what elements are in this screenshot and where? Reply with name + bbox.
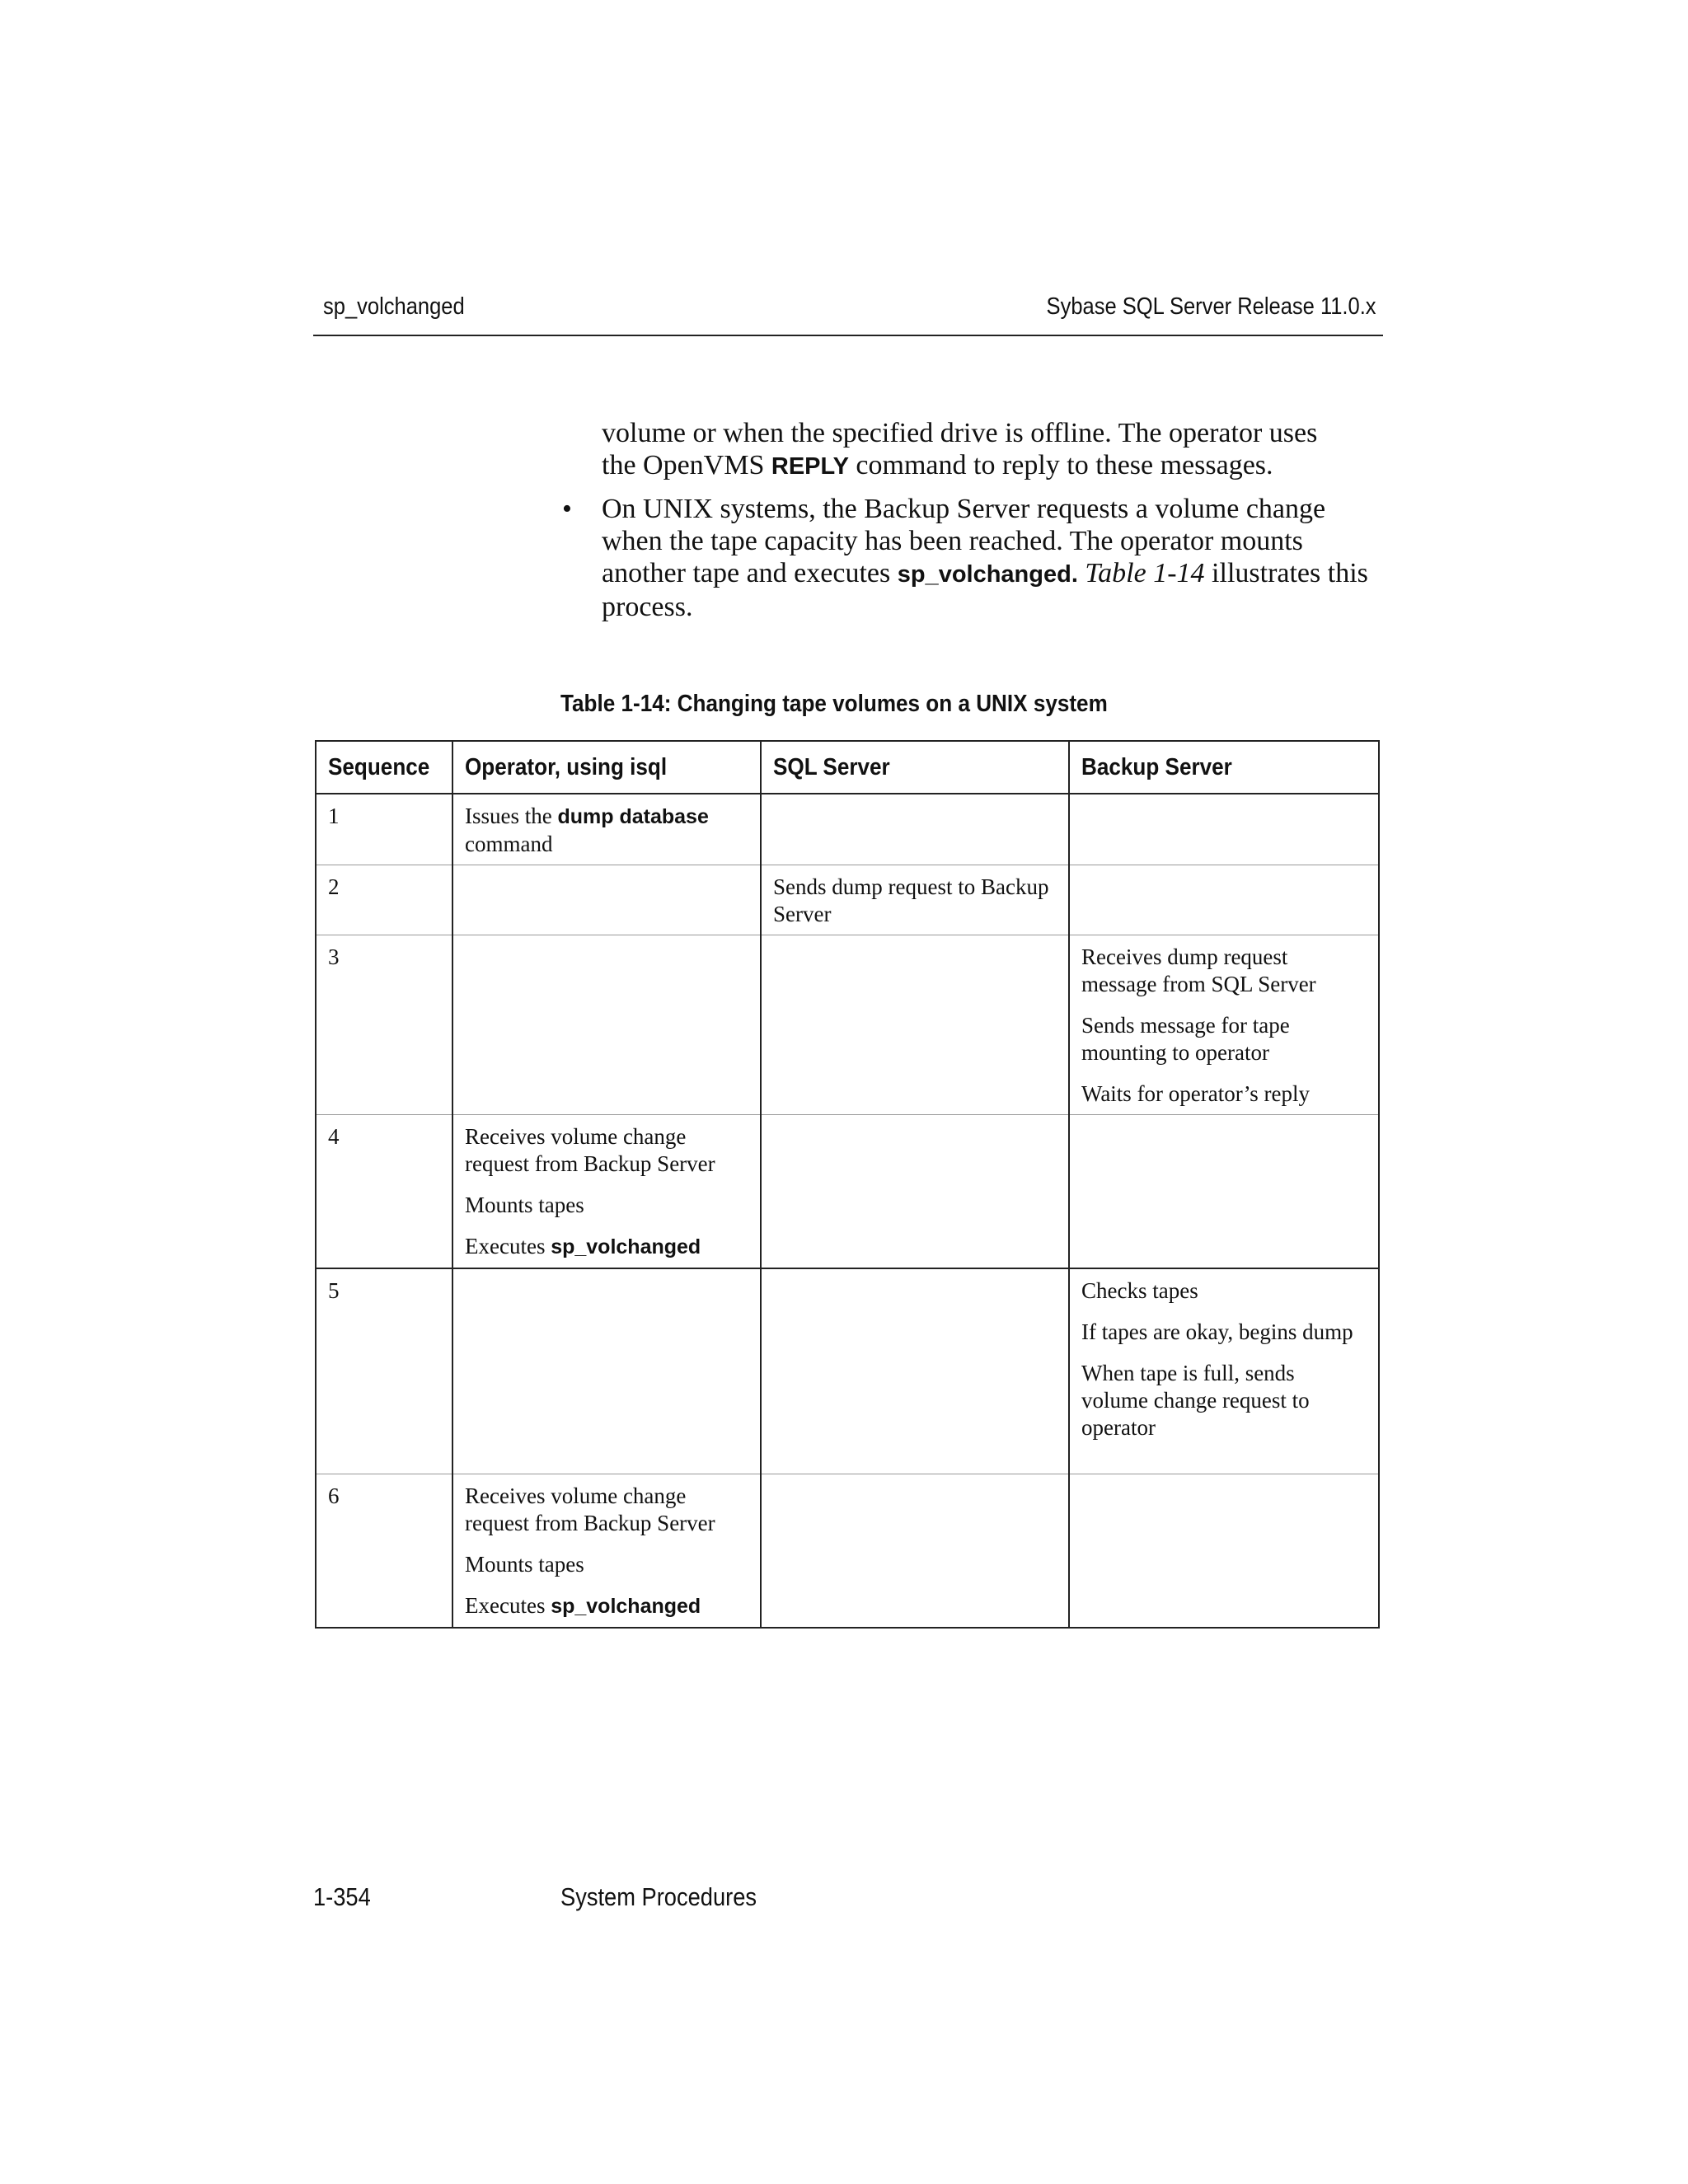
- bullet-icon: •: [562, 494, 572, 524]
- bullet-item-unix: [602, 493, 1393, 623]
- table-row: [316, 865, 1379, 935]
- sequence-cell: 2: [316, 865, 452, 935]
- cell-text: Receives volume change request from Backup Server: [465, 1124, 715, 1176]
- volume-change-table: [315, 740, 1380, 1629]
- table-row: [316, 935, 1379, 1115]
- paragraph-line-1: volume or when the specified drive is offline. The operator uses: [602, 418, 1318, 448]
- table-header-row: [316, 741, 1379, 794]
- cell-text: If tapes are okay, begins dump: [1081, 1319, 1353, 1344]
- operator-cell: [452, 935, 761, 1115]
- table-row: [316, 1268, 1379, 1474]
- sequence-cell: 4: [316, 1115, 452, 1269]
- table-cross-reference[interactable]: Table 1-14: [1085, 558, 1205, 588]
- sequence-cell: 5: [316, 1268, 452, 1474]
- operator-cell: [452, 1115, 761, 1269]
- backup-server-cell: [1069, 1474, 1379, 1629]
- footer-book-title: System Procedures: [560, 1882, 757, 1911]
- backup-server-cell: [1069, 1115, 1379, 1269]
- table-row: [316, 1115, 1379, 1269]
- cell-text: [465, 1233, 748, 1261]
- cell-text: command: [465, 832, 553, 856]
- column-header-sequence: Sequence: [316, 741, 452, 794]
- operator-cell: [452, 865, 761, 935]
- table-caption: Table 1-14: Changing tape volumes on a UNIX system: [560, 691, 1108, 717]
- cell-text: Issues the: [465, 804, 558, 828]
- bullet-text: illustrates this process.: [602, 558, 1368, 622]
- cell-text: Executes: [465, 1593, 551, 1618]
- column-header-sql-server: SQL Server: [761, 741, 1069, 794]
- procedure-name: sp_volchanged: [551, 1235, 701, 1258]
- column-header-operator: Operator, using isql: [452, 741, 761, 794]
- cell-text: Mounts tapes: [465, 1193, 584, 1217]
- sql-server-cell: [761, 794, 1069, 865]
- table-row: [316, 1474, 1379, 1629]
- sequence-cell: 3: [316, 935, 452, 1115]
- operator-cell: [452, 1268, 761, 1474]
- column-header-backup-server: Backup Server: [1069, 741, 1379, 794]
- cell-text: Receives dump request message from SQL Server: [1081, 944, 1316, 996]
- backup-server-cell: [1069, 935, 1379, 1115]
- paragraph-text: command to reply to these messages.: [848, 450, 1273, 480]
- backup-server-cell: [1069, 865, 1379, 935]
- cell-text: Sends dump request to Backup Server: [773, 874, 1049, 926]
- sql-server-cell: [761, 1268, 1069, 1474]
- sql-server-cell: [761, 1474, 1069, 1629]
- procedure-name: sp_volchanged.: [897, 561, 1078, 588]
- continued-paragraph: [602, 417, 1393, 483]
- header-section-name: sp_volchanged: [323, 293, 465, 320]
- header-product-release: Sybase SQL Server Release 11.0.x: [1046, 293, 1376, 320]
- sql-server-cell: [761, 935, 1069, 1115]
- cell-text: Sends message for tape mounting to operator: [1081, 1013, 1290, 1065]
- cell-text: When tape is full, sends volume change request to operator: [1081, 1361, 1310, 1440]
- cell-text: Checks tapes: [1081, 1278, 1198, 1303]
- operator-cell: [452, 794, 761, 865]
- sequence-cell: 1: [316, 794, 452, 865]
- backup-server-cell: [1069, 1268, 1379, 1474]
- sql-server-cell: [761, 1115, 1069, 1269]
- reply-command: REPLY: [771, 453, 849, 480]
- backup-server-cell: [1069, 794, 1379, 865]
- paragraph-text: the OpenVMS: [602, 450, 771, 480]
- cell-text: Receives volume change request from Backup Server: [465, 1483, 715, 1535]
- page-number: 1-354: [313, 1882, 371, 1911]
- cell-text: Mounts tapes: [465, 1552, 584, 1577]
- bullet-text: On UNIX systems, the Backup Server requests a volume change when the tape capacity has been reached. The operator mounts another tape and executes: [602, 494, 1326, 588]
- dump-database-command: dump database: [557, 805, 709, 828]
- cell-text: [465, 1592, 748, 1620]
- cell-text: Executes: [465, 1234, 551, 1258]
- operator-cell: [452, 1474, 761, 1629]
- cell-text: Waits for operator’s reply: [1081, 1081, 1310, 1106]
- sequence-cell: 6: [316, 1474, 452, 1629]
- table-row: [316, 794, 1379, 865]
- sql-server-cell: [761, 865, 1069, 935]
- running-header: [313, 287, 1383, 336]
- procedure-name: sp_volchanged: [551, 1595, 701, 1618]
